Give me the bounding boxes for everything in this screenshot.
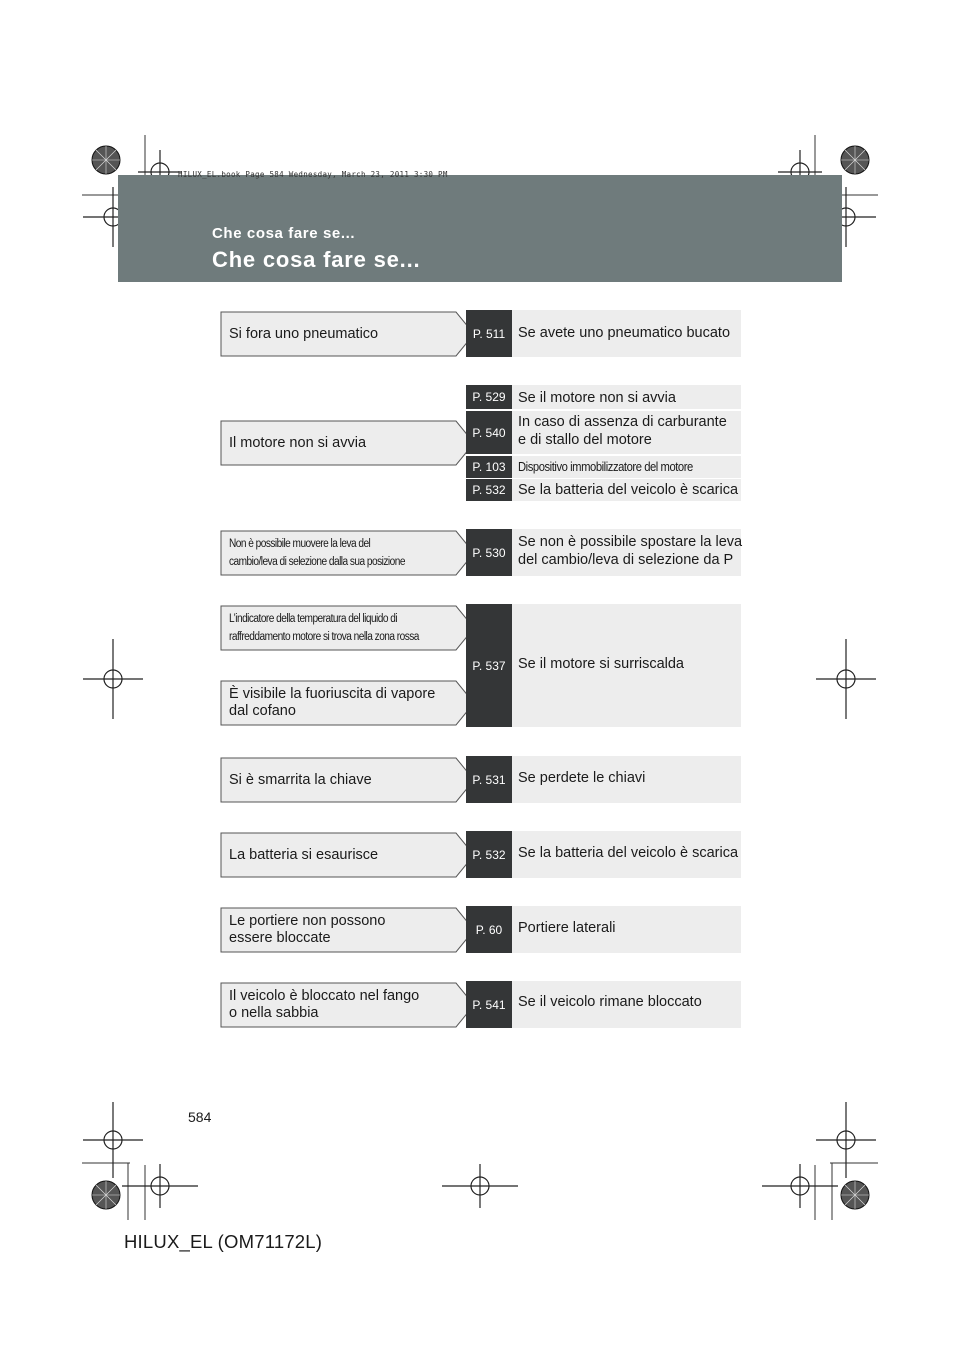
reference-description [512,385,741,409]
symptom-line: essere bloccate [229,930,331,946]
reference-description [512,831,741,878]
symptom-line: o nella sabbia [229,1005,319,1021]
symptom-text: La batteria si esaurisce [229,846,379,863]
page-reference-link[interactable]: P. 60 [466,906,512,953]
reference-description-text: In caso di assenza di carburante [518,414,727,430]
symptom-text [229,982,449,1028]
manual-code: HILUX_EL (OM71172L) [124,1231,323,1252]
reference-description [512,411,741,454]
symptom-text [229,605,449,651]
symptom-box [220,757,475,803]
symptom-box [220,832,475,878]
reference-description-text: Se perdete le chiavi [518,770,646,786]
page-title: Che cosa fare se... [212,247,421,272]
reference-description [512,310,741,357]
page-reference-link[interactable]: P. 532 [466,831,512,878]
reference-description-text: e di stallo del motore [518,432,652,448]
symptom-box [220,982,475,1028]
symptom-line: Le portiere non possono [229,913,386,929]
reference-description [512,529,741,576]
symptom-text: Si fora uno pneumatico [229,325,379,342]
reference-description [512,456,741,478]
symptom-box [220,680,475,726]
symptom-text [229,907,449,953]
symptom-line: L’indicatore della temperatura del liquido di [229,613,398,625]
reference-description [512,756,741,803]
symptom-line: dal cofano [229,703,296,719]
reference-description [512,604,741,727]
page-number: 584 [188,1109,212,1125]
symptom-box [220,420,475,466]
reference-description-text: Se la batteria del veicolo è scarica [518,482,739,498]
symptom-line: È visibile la fuoriuscita di vapore [229,686,436,702]
reference-description-text: Dispositivo immobilizzatore del motore [518,460,693,474]
reference-description-text: Se non è possibile spostare la leva [518,534,743,550]
reference-description [512,906,741,953]
reference-description-text: Se il veicolo rimane bloccato [518,994,702,1010]
page-reference-link[interactable]: P. 541 [466,981,512,1028]
page-reference-link[interactable]: P. 532 [466,479,512,501]
page-reference-link[interactable]: P. 540 [466,411,512,454]
reference-description-text: del cambio/leva di selezione da P [518,552,734,568]
reference-description-text: Se il motore non si avvia [518,390,676,406]
symptom-box [220,311,475,357]
reference-description [512,981,741,1028]
symptom-line: raffreddamento motore si trova nella zona rossa [229,631,419,643]
symptom-line: Il veicolo è bloccato nel fango [229,988,420,1004]
symptom-box [220,530,475,576]
page-reference-link[interactable]: P. 511 [466,310,512,357]
reference-description-text: Se il motore si surriscalda [518,656,684,672]
symptom-text: Si è smarrita la chiave [229,771,372,788]
book-info-stamp: HILUX_EL.book Page 584 Wednesday, March 23, 2011 3:30 PM [178,170,448,179]
symptom-box [220,605,475,651]
symptom-box [220,907,475,953]
symptom-text: Il motore non si avvia [229,434,367,451]
reference-description-text: Se avete uno pneumatico bucato [518,325,731,341]
page-reference-link[interactable]: P. 531 [466,756,512,803]
page-reference-link[interactable]: P. 529 [466,385,512,409]
symptom-text [229,680,449,726]
reference-description-text: Portiere laterali [518,920,616,936]
page-reference-link[interactable]: P. 530 [466,529,512,576]
reference-description [512,479,741,501]
symptom-text [229,530,449,576]
symptom-line: cambio/leva di selezione dalla sua posizione [229,556,405,568]
reference-description-text: Se la batteria del veicolo è scarica [518,845,739,861]
page-reference-link[interactable]: P. 537 [466,604,512,727]
section-header-band [118,175,842,282]
section-header-small-title: Che cosa fare se... [212,225,356,242]
page-reference-link[interactable]: P. 103 [466,456,512,478]
symptom-line: Non è possibile muovere la leva del [229,538,371,550]
